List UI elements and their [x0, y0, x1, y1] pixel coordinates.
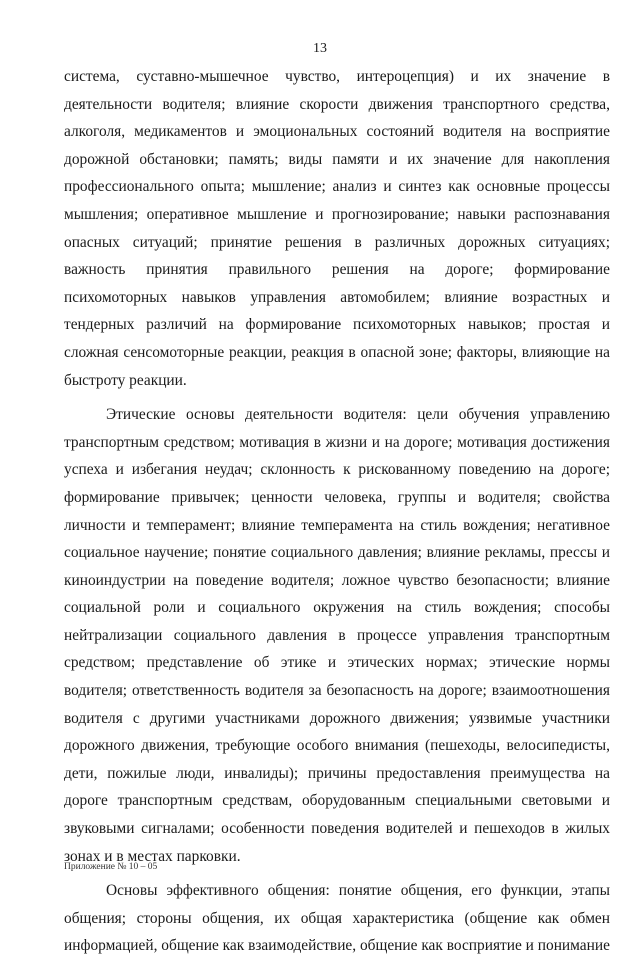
paragraph-communication: Основы эффективного общения: понятие общения, его функции, этапы общения; стороны общения, их общая характеристика (общение как обмен информацией, общение как взаимодействие, общение как восприятие и понимание — [64, 882, 610, 955]
paragraph-ethics: Этические основы деятельности водителя: цели обучения управлению транспортным средством; мотивация в жизни и на дороге; мотивация достижения успеха и избегания неудач; склонность к рискованному поведению на дороге; формирование привычек; ценности человека, группы и водителя; свойства личности и темперамент; влияние темперамента на стиль вождения; негативное социальное научение; понятие социального давления; влияние рекламы, прессы и киноиндустрии на поведение водителя; ложное чувство безопасности; влияние социальной роли и социального окружения на стиль вождения; способы нейтрализации социального давления в процессе управления транспортным средством; представление об этике и этических нормах; этические нормы водителя; ответственность водителя за безопасность на дороге; взаимоотношения водителя с другими участниками дорожного движения; уязвимые участники дорожного движения, требующие особого внимания (пешеходы, велосипедисты, дети, пожилые люди, инвалиды); причины предоставления преимущества на дороге транспортным средствам, оборудованным специальными световыми и звуковыми сигналами; особенности поведения водителей и пешеходов в жилых зонах и в местах парковки. — [64, 406, 610, 865]
page-footer: Приложение № 10 – 05 — [64, 862, 158, 872]
body-text — [64, 63, 610, 960]
page-number: 13 — [313, 41, 327, 56]
paragraph-continuation: система, суставно-мышечное чувство, интероцепция) и их значение в деятельности водителя; влияние скорости движения транспортного средства, алкоголя, медикаментов и эмоциональных состояний водителя на восприятие дорожной обстановки; память; виды памяти и их значение для накопления профессионального опыта; мышление; анализ и синтез как основные процессы мышления; оперативное мышление и прогнозирование; навыки распознавания опасных ситуаций; принятие решения в различных дорожных ситуациях; важность принятия правильного решения на дороге; формирование психомоторных навыков управления автомобилем; влияние возрастных и тендерных различий на формирование психомоторных навыков; простая и сложная сенсомоторные реакции, реакция в опасной зоне; факторы, влияющие на быстроту реакции. — [64, 68, 610, 389]
